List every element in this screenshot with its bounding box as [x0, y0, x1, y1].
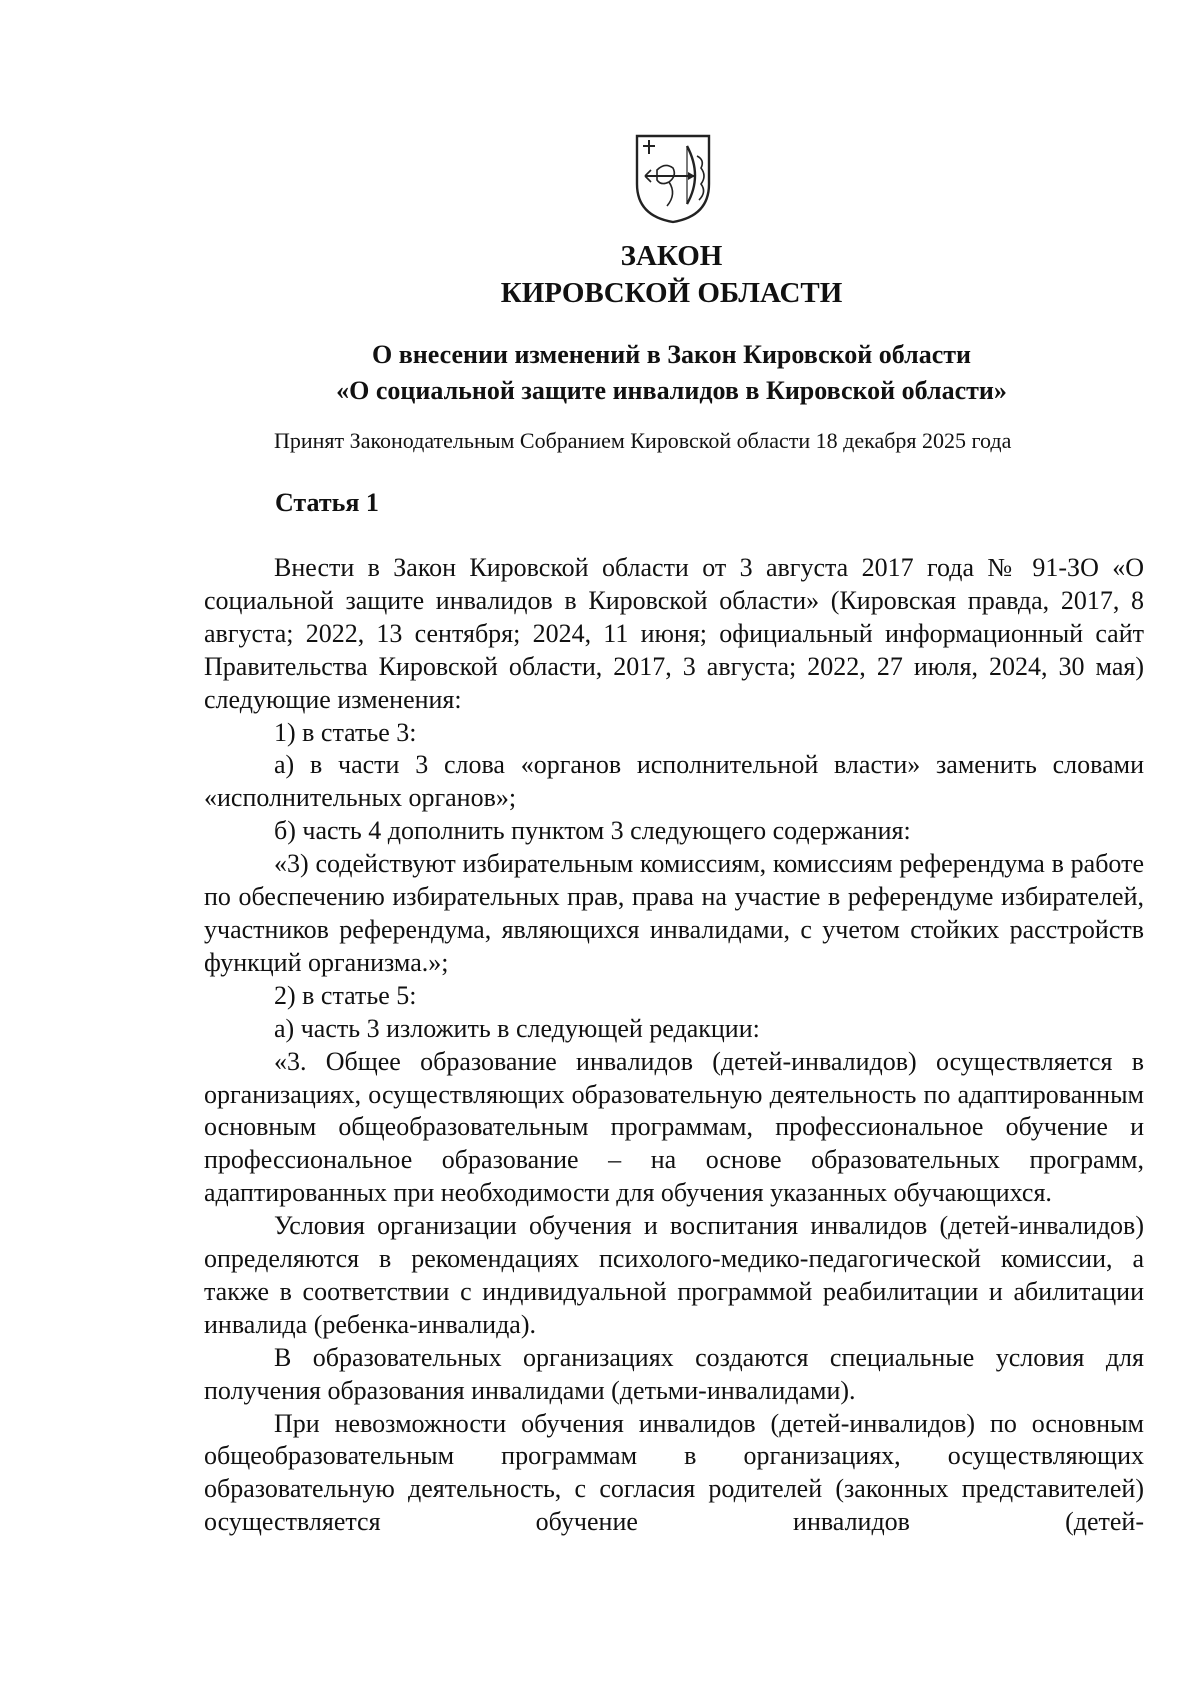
law-title-line1: ЗАКОН: [620, 240, 723, 272]
paragraph-item-1b-text: «3) содействуют избирательным комиссиям, комиссиям референдума в работе по обеспечению избирательных прав, права на участие в референдуме избирателей, участников референдума, являющихся инвалидами, с учетом стойких расстройств функций организма.»;: [204, 849, 1144, 977]
article-heading: Статья 1: [275, 488, 379, 517]
law-subtitle-line1: О внесении изменений в Закон Кировской области: [372, 340, 971, 369]
paragraph-item-1b: б) часть 4 дополнить пунктом 3 следующего содержания:: [274, 816, 911, 846]
article-body: [204, 552, 1144, 1539]
paragraph-conditions: Условия организации обучения и воспитания инвалидов (детей-инвалидов) определяются в рекомендациях психолого-медико-педагогической комиссии, а также в соответствии с индивидуальной программой реабилитации и абилитации инвалида (ребенка-инвалида).: [204, 1211, 1144, 1339]
law-title-line2: КИРОВСКОЙ ОБЛАСТИ: [500, 277, 843, 309]
law-title: [0, 238, 1200, 312]
paragraph-item-2a-text: «3. Общее образование инвалидов (детей-инвалидов) осуществляется в организациях, осуществляющих образовательную деятельность по адаптированным основным общеобразовательным программам, профессиональное обучение и профессиональное образование – на основе образовательных программ, адаптированных при необходимости для обучения указанных обучающихся.: [204, 1046, 1144, 1208]
paragraph-item-2a: а) часть 3 изложить в следующей редакции:: [274, 1013, 760, 1043]
adoption-note: Принят Законодательным Собранием Кировской области 18 декабря 2025 года: [274, 428, 1012, 453]
paragraph-home-education: При невозможности обучения инвалидов (детей-инвалидов) по основным общеобразовательным программам в организациях, осуществляющих образовательную деятельность, с согласия родителей (законных представителей) осуществляется обучение инвалидов (детей-: [204, 1408, 1144, 1537]
paragraph-special-conditions: В образовательных организациях создаются специальные условия для получения образования инвалидами (детьми-инвалидами).: [204, 1342, 1144, 1405]
paragraph-item-2: 2) в статье 5:: [274, 980, 417, 1010]
kirov-coat-of-arms-icon: [633, 132, 713, 224]
paragraph-item-1a: а) в части 3 слова «органов исполнительной власти» заменить словами «исполнительных органов»;: [204, 750, 1144, 813]
paragraph-item-1: 1) в статье 3:: [274, 717, 417, 747]
paragraph-intro: Внести в Закон Кировской области от 3 августа 2017 года № 91-ЗО «О социальной защите инвалидов в Кировской области» (Кировская правда, 2017, 8 августа; 2022, 13 сентября; 2024, 11 июня; официальный информационный сайт Правительства Кировской области, 2017, 3 августа; 2022, 27 июля, 2024, 30 мая) следующие изменения:: [204, 553, 1144, 714]
law-subtitle: [0, 337, 1200, 409]
law-subtitle-line2: «О социальной защите инвалидов в Кировской области»: [336, 376, 1007, 405]
